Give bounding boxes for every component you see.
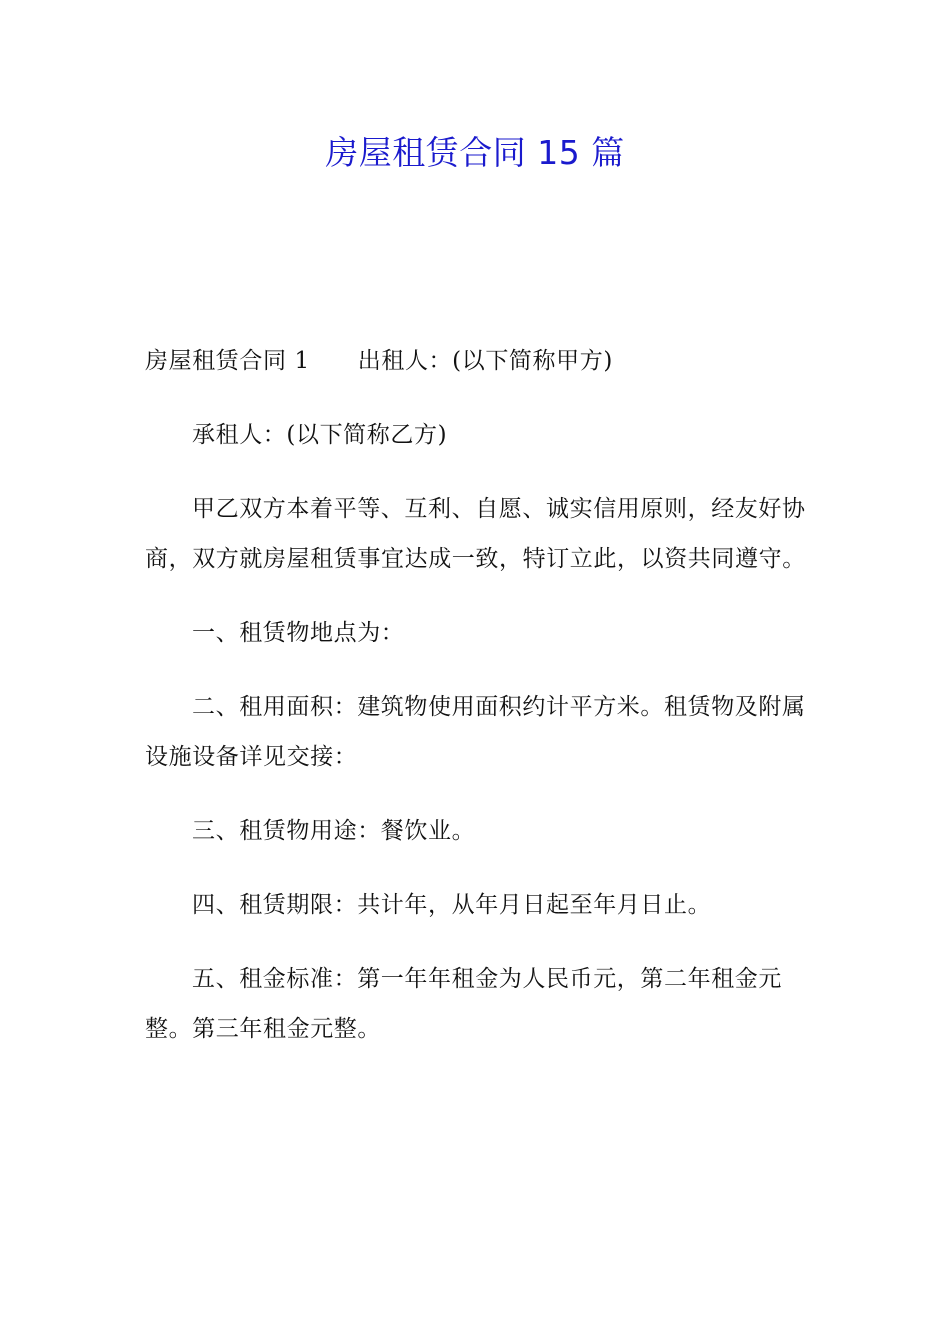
preamble-paragraph: 甲乙双方本着平等、互利、自愿、诚实信用原则，经友好协商，双方就房屋租赁事宜达成一致，特订立此，以资共同遵守。 — [145, 496, 806, 572]
clause-area: 二、租用面积：建筑物使用面积约计平方米。租赁物及附属设施设备详见交接： — [145, 694, 806, 770]
lessee-label: 承租人：(以下简称乙方) — [192, 422, 448, 448]
clause-rent: 五、租金标准：第一年年租金为人民币元，第二年租金元整。第三年租金元整。 — [145, 966, 782, 1042]
intro-line — [145, 336, 809, 386]
document-title: 房屋租赁合同 15 篇 — [325, 133, 625, 172]
contract-number-heading: 房屋租赁合同 1 — [145, 348, 310, 374]
clause-term: 四、租赁期限：共计年，从年月日起至年月日止。 — [192, 892, 712, 918]
clause-purpose: 三、租赁物用途：餐饮业。 — [192, 818, 476, 844]
document-body — [145, 336, 809, 1078]
clause-location: 一、租赁物地点为： — [192, 620, 405, 646]
lessor-label: 出租人：(以下简称甲方) — [357, 348, 613, 374]
